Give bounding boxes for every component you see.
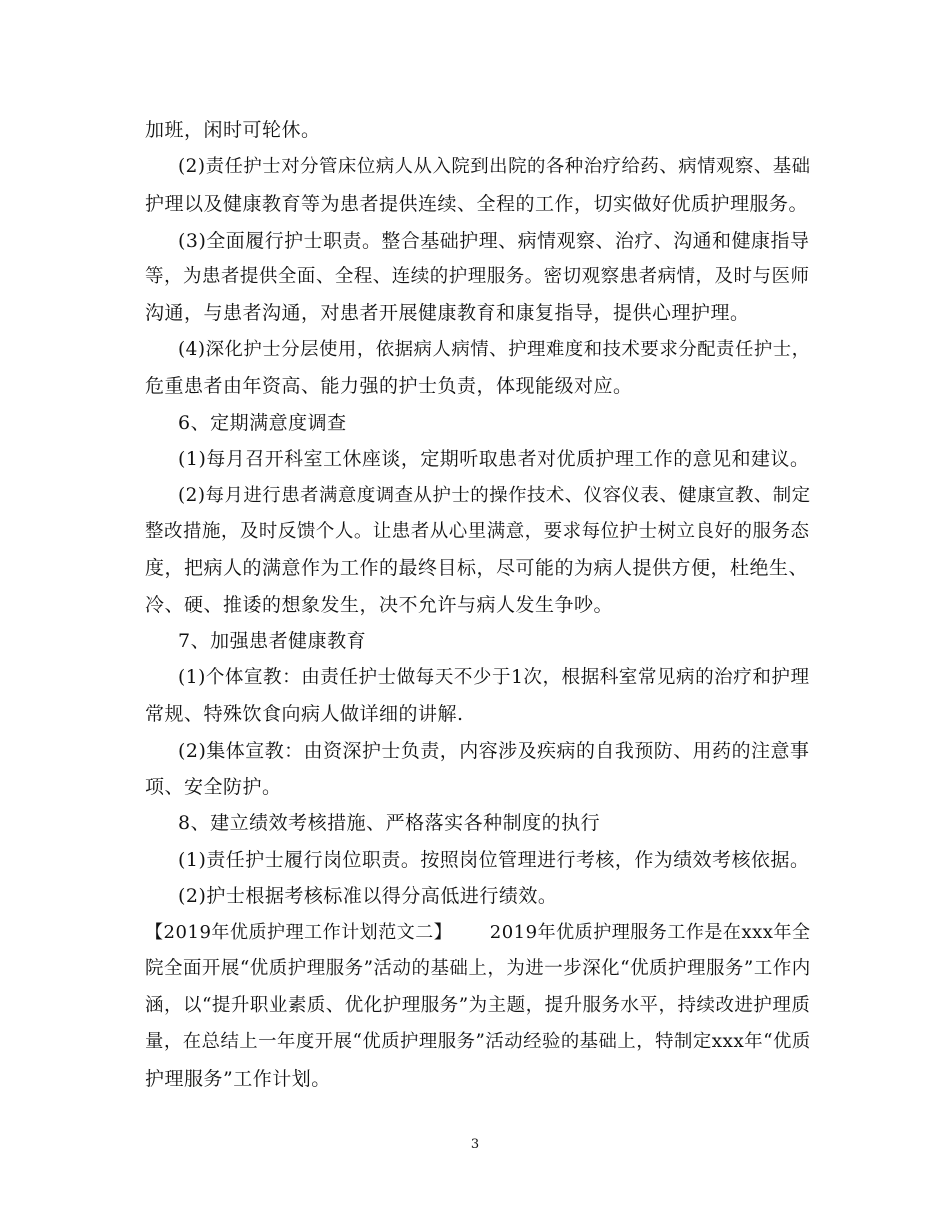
text-line: 量，在总结上一年度开展“优质护理服务”活动经验的基础上，特制定xxx年“优质	[145, 1031, 811, 1052]
text-line: (1)每月召开科室工休座谈，定期听取患者对优质护理工作的意见和建议。	[178, 448, 810, 470]
text-line: 等，为患者提供全面、全程、连续的护理服务。密切观察患者病情，及时与医师	[145, 266, 810, 287]
text-line: 【2019年优质护理工作计划范文二】 2019年优质护理服务工作是在xxx年全	[145, 922, 811, 943]
text-line: (2)每月进行患者满意度调查从护士的操作技术、仪容仪表、健康宣教、制定	[178, 485, 811, 506]
section-heading: 8、建立绩效考核措施、严格落实各种制度的执行	[178, 812, 601, 834]
text-line: 项、安全防护。	[145, 776, 282, 798]
text-line: 整改措施，及时反馈个人。让患者从心里满意，要求每位护士树立良好的服务态	[145, 521, 810, 542]
text-line: (1)个体宣教：由责任护士做每天不少于1次，根据科室常见病的治疗和护理	[178, 667, 810, 688]
text-line: 加班，闲时可轮休。	[145, 119, 321, 141]
text-line: (3)全面履行护士职责。整合基础护理、病情观察、治疗、沟通和健康指导	[178, 230, 810, 252]
text-line: 护理服务”工作计划。	[145, 1068, 331, 1090]
text-line: 危重患者由年资高、能力强的护士负责，体现能级对应。	[145, 375, 633, 397]
text-line: (2)护士根据考核标准以得分高低进行绩效。	[178, 885, 558, 907]
text-line: 度，把病人的满意作为工作的最终目标，尽可能的为病人提供方便，杜绝生、	[145, 557, 809, 579]
text-line: 涵，以“提升职业素质、优化护理服务”为主题，提升服务水平，持续改进护理质	[145, 995, 811, 1016]
section-heading: 7、加强患者健康教育	[178, 630, 367, 652]
text-line: (4)深化护士分层使用，依据病人病情、护理难度和技术要求分配责任护士，	[178, 339, 811, 360]
section-heading: 6、定期满意度调查	[178, 412, 347, 434]
text-line: 沟通，与患者沟通，对患者开展健康教育和康复指导，提供心理护理。	[145, 302, 750, 324]
text-line: (2)集体宣教：由资深护士负责，内容涉及疾病的自我预防、用药的注意事	[178, 740, 810, 762]
page-number: 3	[470, 1137, 480, 1152]
text-line: 院全面开展“优质护理服务”活动的基础上，为进一步深化“优质护理服务”工作内	[145, 958, 811, 979]
text-line: 护理以及健康教育等为患者提供连续、全程的工作，切实做好优质护理服务。	[145, 193, 809, 215]
text-line: (1)责任护士履行岗位职责。按照岗位管理进行考核，作为绩效考核依据。	[178, 849, 810, 871]
text-line: 冷、硬、推诿的想象发生，决不允许与病人发生争吵。	[145, 594, 614, 616]
text-line: (2)责任护士对分管床位病人从入院到出院的各种治疗给药、病情观察、基础	[178, 156, 811, 177]
text-line: 常规、特殊饮食向病人做详细的讲解.	[145, 703, 464, 725]
